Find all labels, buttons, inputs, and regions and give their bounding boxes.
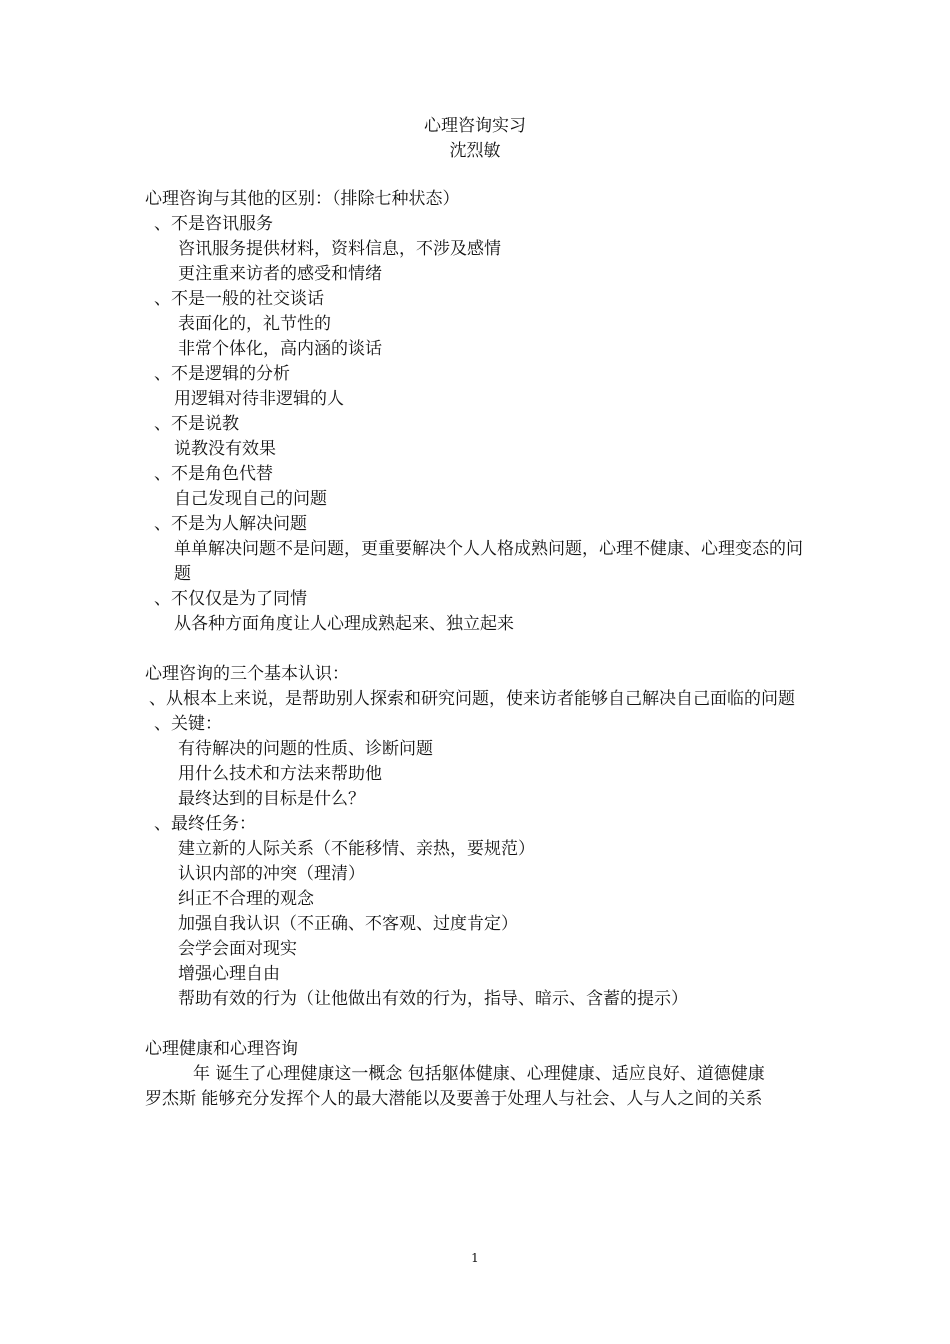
title-block xyxy=(0,114,950,164)
section2-point1: 、从根本上来说，是帮助别人探索和研究问题，使来访者能够自己解决自己面临的问题 xyxy=(149,689,795,709)
list-item-detail: 表面化的，礼节性的 xyxy=(178,314,331,334)
list-item-detail: 帮助有效的行为（让他做出有效的行为，指导、暗示、含蓄的提示） xyxy=(178,989,688,1009)
list-item: 、不是咨讯服务 xyxy=(154,214,273,234)
list-item: 、不仅仅是为了同情 xyxy=(154,589,307,609)
list-item-detail: 建立新的人际关系（不能移情、亲热，要规范） xyxy=(178,839,535,859)
list-item: 、不是逻辑的分析 xyxy=(154,364,290,384)
list-item-detail: 非常个体化，高内涵的谈话 xyxy=(178,339,382,359)
list-item-detail: 加强自我认识（不正确、不客观、过度肯定） xyxy=(178,914,518,934)
section2-heading: 心理咨询的三个基本认识： xyxy=(145,664,349,684)
list-item: 、不是一般的社交谈话 xyxy=(154,289,324,309)
section3-paragraph: 罗杰斯 能够充分发挥个人的最大潜能以及要善于处理人与社会、人与人之间的关系 xyxy=(145,1089,763,1109)
list-item-detail: 会学会面对现实 xyxy=(178,939,297,959)
page-number: 1 xyxy=(471,1251,479,1265)
list-item-detail: 用什么技术和方法来帮助他 xyxy=(178,764,382,784)
section3-heading: 心理健康和心理咨询 xyxy=(145,1039,298,1059)
list-item-detail: 说教没有效果 xyxy=(174,439,276,459)
section2-key-label: 、关键： xyxy=(154,714,222,734)
document-body xyxy=(145,187,810,1112)
list-item-detail: 纠正不合理的观念 xyxy=(178,889,314,909)
section3-paragraph: 年 诞生了心理健康这一概念 包括躯体健康、心理健康、适应良好、道德健康 xyxy=(193,1064,765,1084)
list-item-detail: 自己发现自己的问题 xyxy=(174,489,327,509)
list-item-detail: 咨讯服务提供材料，资料信息，不涉及感情 xyxy=(178,239,501,259)
list-item-detail: 从各种方面角度让人心理成熟起来、独立起来 xyxy=(174,614,514,634)
list-item-detail: 有待解决的问题的性质、诊断问题 xyxy=(178,739,433,759)
document-title: 心理咨询实习 xyxy=(424,116,526,136)
list-item: 、不是为人解决问题 xyxy=(154,514,307,534)
list-item: 、不是说教 xyxy=(154,414,239,434)
list-item-detail: 最终达到的目标是什么？ xyxy=(178,789,365,809)
list-item-detail: 认识内部的冲突（理清） xyxy=(178,864,365,884)
list-item-detail: 增强心理自由 xyxy=(178,964,280,984)
document-author: 沈烈敏 xyxy=(449,141,501,161)
section1-heading: 心理咨询与其他的区别：（排除七种状态） xyxy=(145,189,460,209)
list-item-detail: 更注重来访者的感受和情绪 xyxy=(178,264,382,284)
section2-task-label: 、最终任务： xyxy=(154,814,256,834)
spacer xyxy=(145,637,810,662)
list-item-detail: 单单解决问题不是问题，更重要解决个人人格成熟问题，心理不健康、心理变态的问题 xyxy=(174,539,803,584)
spacer xyxy=(145,1012,810,1037)
list-item: 、不是角色代替 xyxy=(154,464,273,484)
list-item-detail: 用逻辑对待非逻辑的人 xyxy=(174,389,344,409)
